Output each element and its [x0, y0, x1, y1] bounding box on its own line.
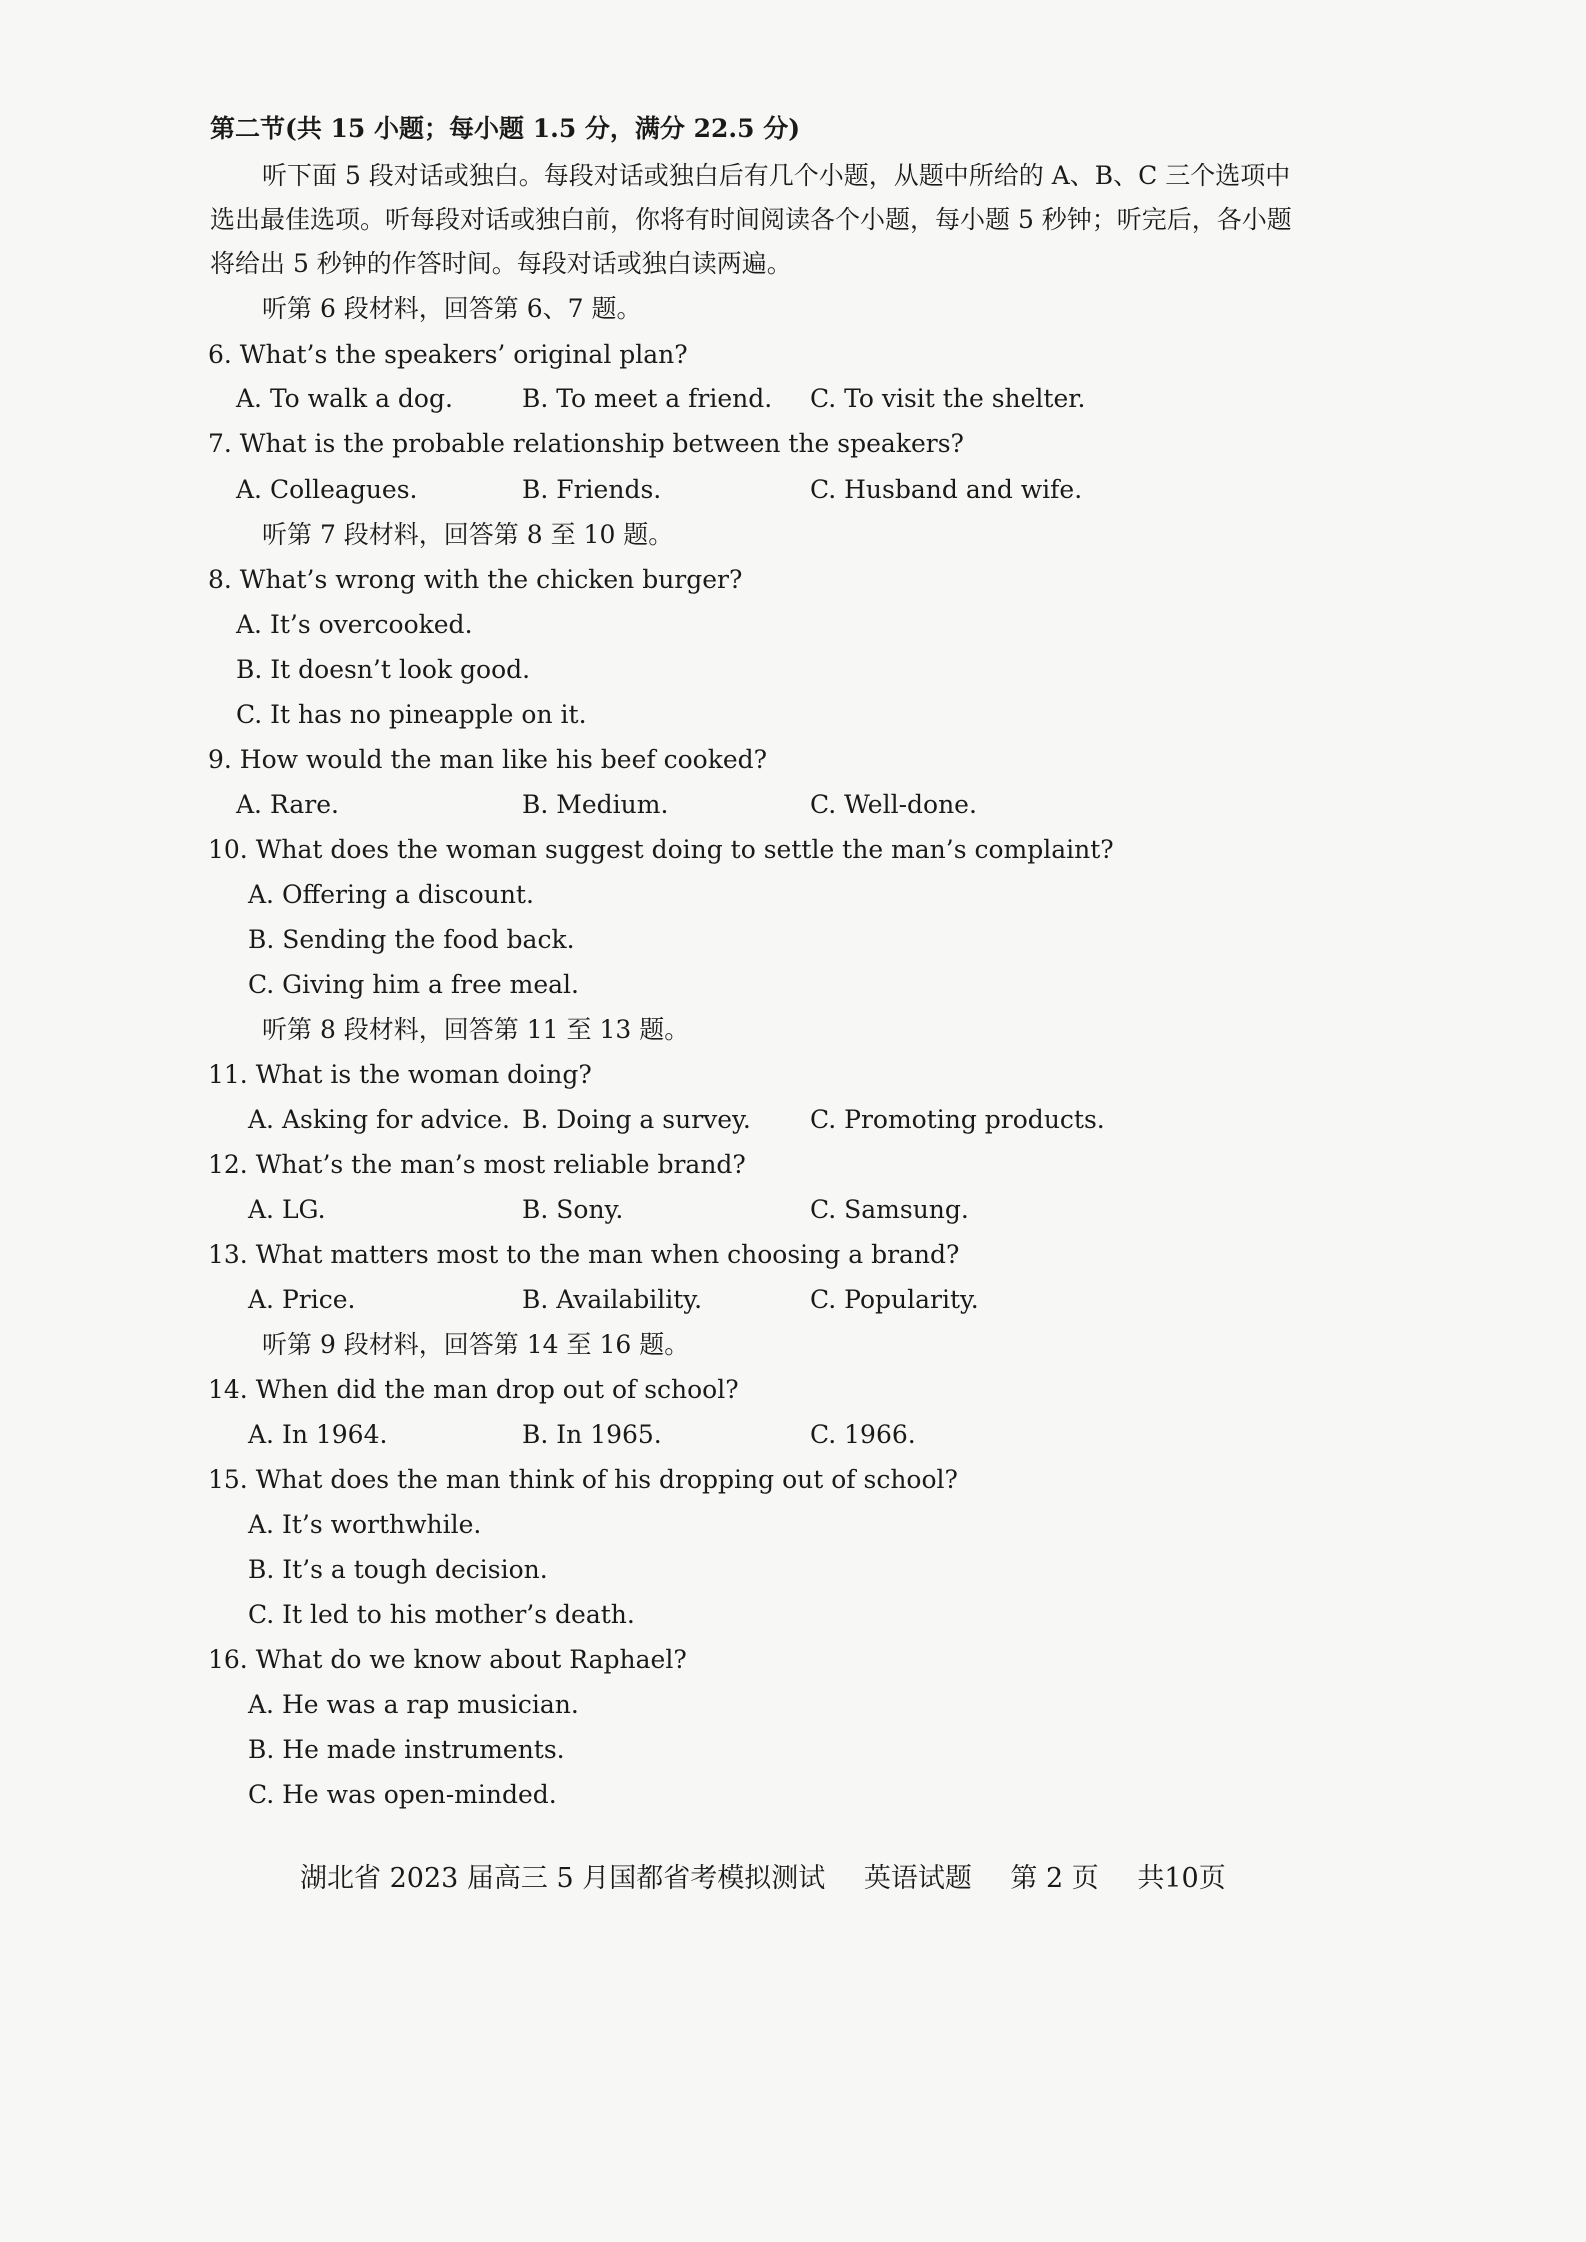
section-header: 第二节(共 15 小题；每小题 1.5 分，满分 22.5 分): [210, 114, 801, 143]
option-a: A. It’s overcooked.: [236, 610, 473, 639]
option-b: B. Doing a survey.: [522, 1105, 751, 1134]
option-a: A. In 1964.: [248, 1420, 388, 1449]
option-a: A. Asking for advice.: [248, 1105, 510, 1134]
option-b: B. Sending the food back.: [248, 925, 575, 954]
option-a: A. Colleagues.: [236, 475, 418, 504]
option-c: C. Promoting products.: [810, 1105, 1105, 1134]
page-footer: [300, 1856, 1256, 1895]
material-heading: 听第 7 段材料，回答第 8 至 10 题。: [262, 520, 674, 549]
question-text: 7. What is the probable relationship between the speakers?: [208, 429, 964, 458]
option-b: B. Medium.: [522, 790, 669, 819]
option-b: B. In 1965.: [522, 1420, 662, 1449]
option-b: B. Sony.: [522, 1195, 624, 1224]
option-a: A. To walk a dog.: [236, 384, 453, 413]
option-c: C. Well-done.: [810, 790, 977, 819]
question-text: 11. What is the woman doing?: [208, 1060, 592, 1089]
option-a: A. He was a rap musician.: [248, 1690, 579, 1719]
question-text: 10. What does the woman suggest doing to settle the man’s complaint?: [208, 835, 1114, 864]
option-c: C. Husband and wife.: [810, 475, 1083, 504]
instruction-line: 选出最佳选项。听每段对话或独白前，你将有时间阅读各个小题，每小题 5 秒钟；听完后，各小题: [210, 205, 1292, 234]
option-c: C. 1966.: [810, 1420, 916, 1449]
option-c: C. He was open-minded.: [248, 1780, 557, 1809]
option-a: A. LG.: [248, 1195, 326, 1224]
question-text: 14. When did the man drop out of school?: [208, 1375, 739, 1404]
option-c: C. It has no pineapple on it.: [236, 700, 587, 729]
option-c: C. To visit the shelter.: [810, 384, 1086, 413]
option-a: A. Offering a discount.: [248, 880, 534, 909]
option-a: A. Rare.: [236, 790, 339, 819]
material-heading: 听第 9 段材料，回答第 14 至 16 题。: [262, 1330, 690, 1359]
instruction-line: 将给出 5 秒钟的作答时间。每段对话或独白读两遍。: [210, 249, 792, 278]
option-b: B. To meet a friend.: [522, 384, 773, 413]
instruction-line: 听下面 5 段对话或独白。每段对话或独白后有几个小题，从题中所给的 A、B、C 三个选项中: [262, 161, 1291, 190]
question-text: 13. What matters most to the man when choosing a brand?: [208, 1240, 960, 1269]
option-b: B. Friends.: [522, 475, 662, 504]
option-b: B. Availability.: [522, 1285, 703, 1314]
option-a: A. Price.: [248, 1285, 356, 1314]
option-c: C. Giving him a free meal.: [248, 970, 579, 999]
question-text: 8. What’s wrong with the chicken burger?: [208, 565, 743, 594]
page-number: 第 2 页: [1010, 1863, 1099, 1894]
option-a: A. It’s worthwhile.: [248, 1510, 482, 1539]
question-text: 9. How would the man like his beef cooked?: [208, 745, 768, 774]
question-text: 12. What’s the man’s most reliable brand?: [208, 1150, 746, 1179]
option-c: C. Popularity.: [810, 1285, 979, 1314]
question-text: 16. What do we know about Raphael?: [208, 1645, 687, 1674]
question-text: 15. What does the man think of his dropping out of school?: [208, 1465, 958, 1494]
material-heading: 听第 8 段材料，回答第 11 至 13 题。: [262, 1015, 690, 1044]
exam-title: 湖北省 2023 届高三 5 月国都省考模拟测试: [300, 1863, 826, 1894]
option-b: B. It’s a tough decision.: [248, 1555, 548, 1584]
material-heading: 听第 6 段材料，回答第 6、7 题。: [262, 294, 642, 323]
total-pages: 共10页: [1137, 1863, 1226, 1894]
question-text: 6. What’s the speakers’ original plan?: [208, 340, 688, 369]
option-c: C. It led to his mother’s death.: [248, 1600, 635, 1629]
option-b: B. It doesn’t look good.: [236, 655, 531, 684]
subject-title: 英语试题: [863, 1863, 972, 1894]
option-c: C. Samsung.: [810, 1195, 969, 1224]
option-b: B. He made instruments.: [248, 1735, 565, 1764]
